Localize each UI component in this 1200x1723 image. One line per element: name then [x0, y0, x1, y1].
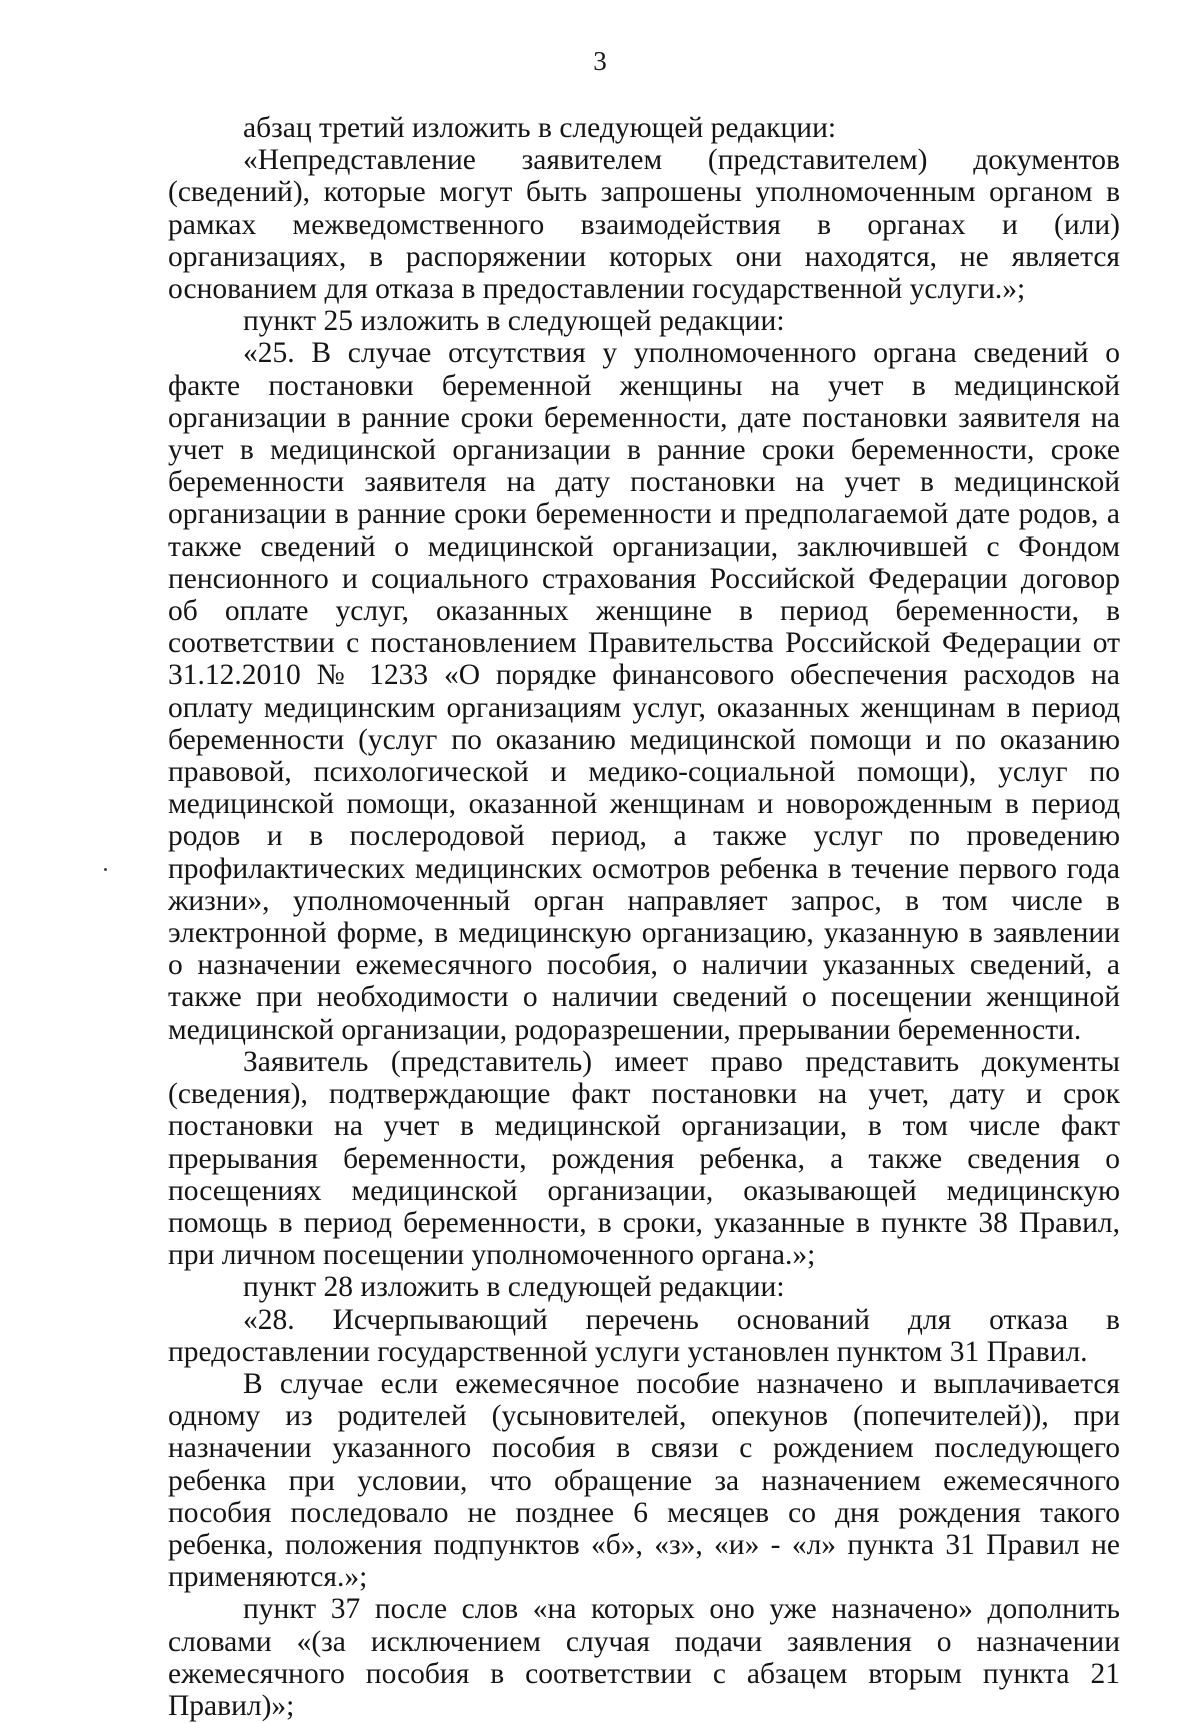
paragraph-quote-nonsubmission: «Непредставление заявителем (представителем) документов (сведений), которые могут быть запрошены уполномоченным органом в рамках межведомственного взаимодействия в органах и (или) организациях, в распоряжении которых они находятся, не является основанием для отказа в предоставлении государственной услуги.»;: [168, 144, 1120, 306]
scan-speck: [104, 868, 107, 871]
paragraph-amend-punkt28: пункт 28 изложить в следующей редакции:: [243, 1271, 785, 1304]
paragraph-monthly-benefit: В случае если ежемесячное пособие назначено и выплачивается одному из родителей (усыновителей, опекунов (попечителей)), при назначении указанного пособия в связи с рождением последующего ребенка при условии, что обращение за назначением ежемесячного пособия последовало не позднее 6 месяцев со дня рождения такого ребенка, положения подпунктов «б», «з», «и» - «л» пункта 31 Правил не применяются.»;: [168, 1367, 1120, 1594]
paragraph-amend-punkt37: пункт 37 после слов «на которых оно уже назначено» дополнить словами «(за исключением случая подачи заявления о назначении ежемесячного пособия в соответствии с абзацем вторым пункта 21 Правил)»;: [168, 1593, 1120, 1722]
paragraph-punkt25-text: «25. В случае отсутствия у уполномоченного органа сведений о факте постановки беременной женщины на учет в медицинской организации в ранние сроки беременности, дате постановки заявителя на учет в медицинской организации в ранние сроки беременности, сроке беременности заявителя на дату постановки на учет в медицинской организации в ранние сроки беременности и предполагаемой дате родов, а также сведений о медицинской организации, заключившей с Фондом пенсионного и социального страхования Российской Федерации договор об оплате услуг, оказанных женщине в период беременности, в соответствии с постановлением Правительства Российской Федерации от 31.12.2010 № 1233 «О порядке финансового обеспечения расходов на оплату медицинским организациям услуг, оказанных женщинам в период беременности (услуг по оказанию медицинской помощи и по оказанию правовой, психологической и медико-социальной помощи), услуг по медицинской помощи, оказанной женщинам и новорожденным в период родов и в послеродовой период, а также услуг по проведению профилактических медицинских осмотров ребенка в течение первого года жизни», уполномоченный орган направляет запрос, в том числе в электронной форме, в медицинскую организацию, указанную в заявлении о назначении ежемесячного пособия, о наличии указанных сведений, а также при необходимости о наличии сведений о посещении женщиной медицинской организации, родоразрешении, прерывании беременности.: [168, 337, 1120, 1046]
page-number: 3: [593, 46, 607, 76]
paragraph-amend-abzac3: абзац третий изложить в следующей редакции:: [243, 112, 837, 144]
document-body: [168, 112, 1120, 1722]
paragraph-punkt28-text: «28. Исчерпывающий перечень оснований для отказа в предоставлении государственной услуги установлен пунктом 31 Правил.: [168, 1303, 1120, 1368]
paragraph-amend-punkt25: пункт 25 изложить в следующей редакции:: [243, 305, 785, 338]
paragraph-applicant-right: Заявитель (представитель) имеет право представить документы (сведения), подтверждающие факт постановки на учет, дату и срок постановки на учет в медицинской организации, в том числе факт прерывания беременности, рождения ребенка, а также сведения о посещениях медицинской организации, оказывающей медицинскую помощь в период беременности, в сроки, указанные в пункте 38 Правил, при личном посещении уполномоченного органа.»;: [168, 1045, 1120, 1272]
